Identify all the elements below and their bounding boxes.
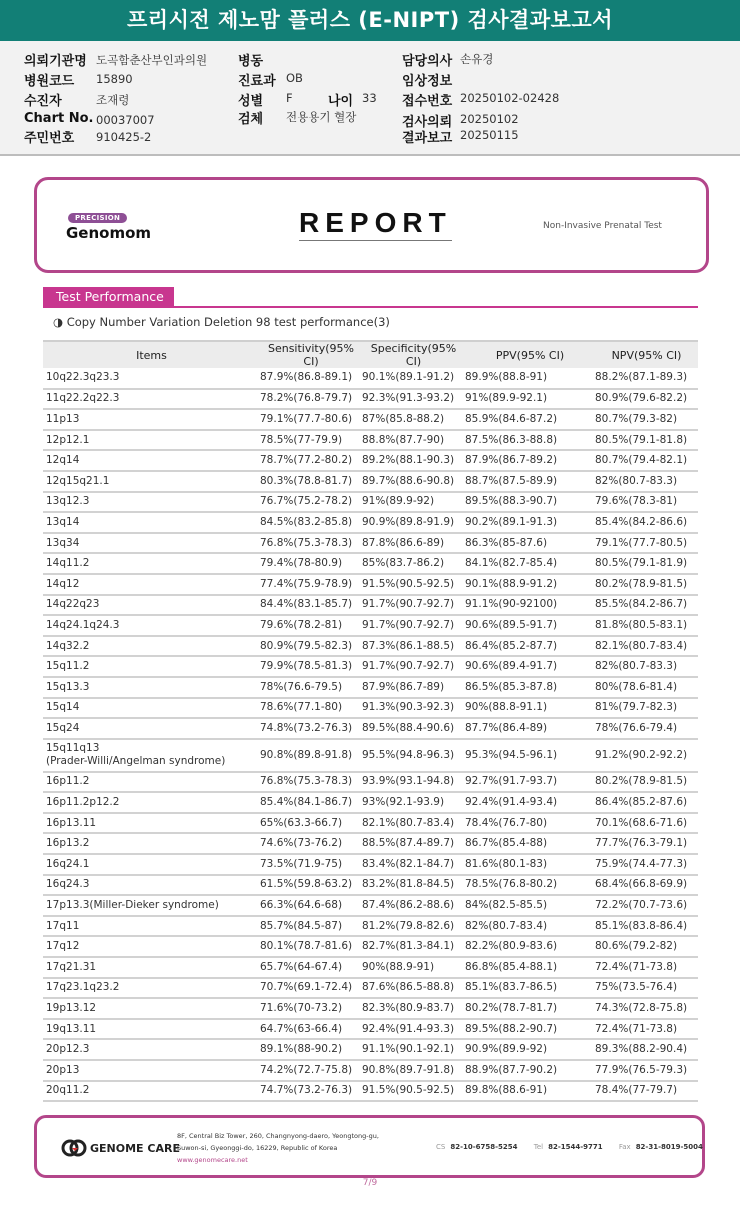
value-cell: 91%(89.9-92)	[362, 492, 465, 513]
item-cell: 20q11.2	[43, 1081, 260, 1102]
cs-number: 82-10-6758-5254	[450, 1143, 518, 1151]
table-row	[43, 656, 698, 677]
item-cell: 12q15q21.1	[43, 471, 260, 492]
value-cell: 75.9%(74.4-77.3)	[595, 854, 698, 875]
value-cell: 80.2%(78.7-81.7)	[465, 998, 595, 1019]
value-cell: 78.6%(77.1-80)	[260, 698, 362, 719]
table-row	[43, 739, 698, 772]
item-cell: 11q22.2q22.3	[43, 389, 260, 410]
value-cell: 73.5%(71.9-75)	[260, 854, 362, 875]
table-row	[43, 916, 698, 937]
value-cell: 64.7%(63-66.4)	[260, 1019, 362, 1040]
item-cell: 12p12.1	[43, 430, 260, 451]
report-title: 프리시전 제노맘 플러스 (E-NIPT) 검사결과보고서	[0, 0, 740, 41]
value-cell: 90.1%(88.9-91.2)	[465, 574, 595, 595]
item-cell: 15q13.3	[43, 677, 260, 698]
value-cell: 87.6%(86.5-88.8)	[362, 978, 465, 999]
table-row	[43, 533, 698, 554]
value-cell: 91.2%(90.2-92.2)	[595, 739, 698, 772]
value-cell: 78.4%(77-79.7)	[595, 1081, 698, 1102]
table-row	[43, 1081, 698, 1102]
item-cell: 15q11.2	[43, 656, 260, 677]
value-cell: 90.1%(89.1-91.2)	[362, 368, 465, 389]
table-row	[43, 574, 698, 595]
value-cell: 91.3%(90.3-92.3)	[362, 698, 465, 719]
value-cell: 90.8%(89.7-91.8)	[362, 1060, 465, 1081]
value-cell: 93.9%(93.1-94.8)	[362, 772, 465, 793]
value-cell: 83.2%(81.8-84.5)	[362, 875, 465, 896]
value-cell: 89.3%(88.2-90.4)	[595, 1039, 698, 1060]
section-divider	[43, 306, 698, 308]
value-cell: 65.7%(64-67.4)	[260, 957, 362, 978]
value-cell: 74.6%(73-76.2)	[260, 833, 362, 854]
value-cell: 91%(89.9-92.1)	[465, 389, 595, 410]
address-line-1: 8F, Central Biz Tower, 260, Changnyong-daero, Yeongtong-gu,	[177, 1132, 379, 1140]
patient-value: 조재령	[96, 93, 130, 107]
item-cell: 16p13.11	[43, 813, 260, 834]
value-cell: 90.2%(89.1-91.3)	[465, 512, 595, 533]
value-cell: 89.8%(88.6-91)	[465, 1081, 595, 1102]
table-row	[43, 450, 698, 471]
age-value: 33	[362, 91, 377, 105]
value-cell: 90.6%(89.5-91.7)	[465, 615, 595, 636]
chart-label: Chart No.	[24, 111, 94, 126]
value-cell: 90.6%(89.4-91.7)	[465, 656, 595, 677]
report-subtitle: Non-Invasive Prenatal Test	[543, 221, 662, 231]
value-cell: 76.8%(75.3-78.3)	[260, 533, 362, 554]
value-cell: 90%(88.9-91)	[362, 957, 465, 978]
value-cell: 82.1%(80.7-83.4)	[595, 636, 698, 657]
institution-value: 도곡함춘산부인과의원	[96, 53, 208, 67]
doctor-label: 담당의사	[402, 54, 453, 69]
value-cell: 76.7%(75.2-78.2)	[260, 492, 362, 513]
item-cell: 13q14	[43, 512, 260, 533]
value-cell: 74.3%(72.8-75.8)	[595, 998, 698, 1019]
result-label: 결과보고	[402, 131, 453, 146]
table-row	[43, 875, 698, 896]
column-header: Items	[43, 341, 260, 368]
value-cell: 85.1%(83.8-86.4)	[595, 916, 698, 937]
value-cell: 88.2%(87.1-89.3)	[595, 368, 698, 389]
value-cell: 80.2%(78.9-81.5)	[595, 574, 698, 595]
table-row	[43, 471, 698, 492]
genome-care-name: GENOME CARE	[90, 1141, 180, 1155]
item-cell: 19p13.12	[43, 998, 260, 1019]
value-cell: 89.5%(88.4-90.6)	[362, 718, 465, 739]
tel-label: Tel	[533, 1143, 544, 1151]
value-cell: 75%(73.5-76.4)	[595, 978, 698, 999]
precision-badge: PRECISION	[68, 213, 127, 223]
value-cell: 78.7%(77.2-80.2)	[260, 450, 362, 471]
item-cell: 13q12.3	[43, 492, 260, 513]
tel-number: 82-1544-9771	[548, 1143, 603, 1151]
table-row	[43, 1019, 698, 1040]
value-cell: 86.3%(85-87.6)	[465, 533, 595, 554]
column-header: Specificity(95% CI)	[362, 341, 465, 368]
section-tab-test-performance: Test Performance	[43, 287, 174, 307]
value-cell: 72.4%(71-73.8)	[595, 1019, 698, 1040]
hospital-code-label: 병원코드	[24, 74, 75, 89]
fax-label: Fax	[618, 1143, 631, 1151]
value-cell: 80.6%(79.2-82)	[595, 936, 698, 957]
value-cell: 82.2%(80.9-83.6)	[465, 936, 595, 957]
table-row	[43, 978, 698, 999]
value-cell: 79.6%(78.2-81)	[260, 615, 362, 636]
table-row	[43, 1039, 698, 1060]
table-row	[43, 615, 698, 636]
table-row	[43, 430, 698, 451]
value-cell: 78.5%(77-79.9)	[260, 430, 362, 451]
value-cell: 74.2%(72.7-75.8)	[260, 1060, 362, 1081]
request-label: 검사의뢰	[402, 115, 453, 130]
value-cell: 80%(78.6-81.4)	[595, 677, 698, 698]
dept-value: OB	[286, 71, 303, 85]
item-cell: 17q21.31	[43, 957, 260, 978]
value-cell: 89.7%(88.6-90.8)	[362, 471, 465, 492]
item-cell: 17q23.1q23.2	[43, 978, 260, 999]
value-cell: 87.7%(86.4-89)	[465, 718, 595, 739]
specimen-value: 전용용기 혈장	[286, 110, 357, 124]
item-cell: 15q14	[43, 698, 260, 719]
value-cell: 83.4%(82.1-84.7)	[362, 854, 465, 875]
item-cell: 10q22.3q23.3	[43, 368, 260, 389]
value-cell: 91.1%(90-92100)	[465, 595, 595, 616]
value-cell: 78%(76.6-79.5)	[260, 677, 362, 698]
value-cell: 87.4%(86.2-88.6)	[362, 895, 465, 916]
value-cell: 87.5%(86.3-88.8)	[465, 430, 595, 451]
value-cell: 72.2%(70.7-73.6)	[595, 895, 698, 916]
value-cell: 84.5%(83.2-85.8)	[260, 512, 362, 533]
value-cell: 86.5%(85.3-87.8)	[465, 677, 595, 698]
table-row	[43, 792, 698, 813]
item-cell: 14q24.1q24.3	[43, 615, 260, 636]
table-row	[43, 389, 698, 410]
value-cell: 85.1%(83.7-86.5)	[465, 978, 595, 999]
value-cell: 90%(88.8-91.1)	[465, 698, 595, 719]
value-cell: 92.4%(91.4-93.3)	[362, 1019, 465, 1040]
fax-number: 82-31-8019-5004	[635, 1143, 703, 1151]
value-cell: 70.7%(69.1-72.4)	[260, 978, 362, 999]
value-cell: 77.4%(75.9-78.9)	[260, 574, 362, 595]
value-cell: 78.4%(76.7-80)	[465, 813, 595, 834]
value-cell: 70.1%(68.6-71.6)	[595, 813, 698, 834]
ward-label: 병동	[238, 54, 264, 69]
value-cell: 91.7%(90.7-92.7)	[362, 656, 465, 677]
value-cell: 90.9%(89.9-92)	[465, 1039, 595, 1060]
item-cell: 16p11.2p12.2	[43, 792, 260, 813]
value-cell: 77.9%(76.5-79.3)	[595, 1060, 698, 1081]
value-cell: 81%(79.7-82.3)	[595, 698, 698, 719]
report-heading: REPORT	[299, 207, 452, 241]
report-header-box	[34, 177, 709, 273]
id-value: 910425-2	[96, 130, 152, 144]
institution-label: 의뢰기관명	[24, 54, 87, 69]
value-cell: 61.5%(59.8-63.2)	[260, 875, 362, 896]
item-cell: 17q11	[43, 916, 260, 937]
table-row	[43, 957, 698, 978]
performance-table	[43, 340, 698, 1102]
chart-value: 00037007	[96, 113, 155, 127]
result-value: 20250115	[460, 128, 519, 142]
value-cell: 93%(92.1-93.9)	[362, 792, 465, 813]
table-row	[43, 368, 698, 389]
value-cell: 87.9%(86.7-89)	[362, 677, 465, 698]
doctor-value: 손유경	[460, 52, 494, 66]
value-cell: 78.2%(76.8-79.7)	[260, 389, 362, 410]
value-cell: 79.1%(77.7-80.5)	[595, 533, 698, 554]
genome-care-logo-icon	[61, 1139, 87, 1157]
value-cell: 86.4%(85.2-87.6)	[595, 792, 698, 813]
item-cell: 19q13.11	[43, 1019, 260, 1040]
value-cell: 72.4%(71-73.8)	[595, 957, 698, 978]
table-row	[43, 854, 698, 875]
value-cell: 84.4%(83.1-85.7)	[260, 595, 362, 616]
genome-care-logo	[61, 1139, 180, 1157]
item-cell: 15q11q13 (Prader-Willi/Angelman syndrome)	[43, 739, 260, 772]
table-row	[43, 553, 698, 574]
value-cell: 80.7%(79.4-82.1)	[595, 450, 698, 471]
value-cell: 82.1%(80.7-83.4)	[362, 813, 465, 834]
value-cell: 86.4%(85.2-87.7)	[465, 636, 595, 657]
value-cell: 76.8%(75.3-78.3)	[260, 772, 362, 793]
value-cell: 91.5%(90.5-92.5)	[362, 574, 465, 595]
value-cell: 82%(80.7-83.3)	[595, 656, 698, 677]
value-cell: 85.4%(84.2-86.6)	[595, 512, 698, 533]
receipt-value: 20250102-02428	[460, 91, 560, 105]
sex-value: F	[286, 91, 293, 105]
specimen-label: 검체	[238, 112, 264, 127]
item-cell: 16q24.3	[43, 875, 260, 896]
table-row	[43, 998, 698, 1019]
item-cell: 20p13	[43, 1060, 260, 1081]
item-cell: 14q32.2	[43, 636, 260, 657]
item-cell: 20p12.3	[43, 1039, 260, 1060]
value-cell: 82.3%(80.9-83.7)	[362, 998, 465, 1019]
item-cell: 15q24	[43, 718, 260, 739]
item-cell: 17p13.3(Miller-Dieker syndrome)	[43, 895, 260, 916]
id-label: 주민번호	[24, 131, 75, 146]
item-cell: 16p11.2	[43, 772, 260, 793]
dept-label: 진료과	[238, 74, 276, 89]
table-row	[43, 833, 698, 854]
value-cell: 92.3%(91.3-93.2)	[362, 389, 465, 410]
item-cell: 17q12	[43, 936, 260, 957]
item-cell: 16q24.1	[43, 854, 260, 875]
value-cell: 95.3%(94.5-96.1)	[465, 739, 595, 772]
column-header: PPV(95% CI)	[465, 341, 595, 368]
value-cell: 71.6%(70-73.2)	[260, 998, 362, 1019]
item-cell: 12q14	[43, 450, 260, 471]
sex-label: 성별	[238, 94, 264, 109]
clinical-label: 임상정보	[402, 74, 453, 89]
value-cell: 80.5%(79.1-81.9)	[595, 553, 698, 574]
value-cell: 77.7%(76.3-79.1)	[595, 833, 698, 854]
age-label: 나이	[328, 94, 354, 109]
value-cell: 92.7%(91.7-93.7)	[465, 772, 595, 793]
value-cell: 90.8%(89.8-91.8)	[260, 739, 362, 772]
patient-label: 수진자	[24, 94, 62, 109]
cs-label: CS	[436, 1143, 446, 1151]
table-row	[43, 492, 698, 513]
value-cell: 85.9%(84.6-87.2)	[465, 409, 595, 430]
value-cell: 86.8%(85.4-88.1)	[465, 957, 595, 978]
value-cell: 85.7%(84.5-87)	[260, 916, 362, 937]
item-cell: 16p13.2	[43, 833, 260, 854]
value-cell: 80.5%(79.1-81.8)	[595, 430, 698, 451]
value-cell: 82%(80.7-83.3)	[595, 471, 698, 492]
value-cell: 79.4%(78-80.9)	[260, 553, 362, 574]
table-row	[43, 1060, 698, 1081]
value-cell: 91.7%(90.7-92.7)	[362, 615, 465, 636]
value-cell: 80.9%(79.6-82.2)	[595, 389, 698, 410]
value-cell: 91.5%(90.5-92.5)	[362, 1081, 465, 1102]
table-row	[43, 813, 698, 834]
value-cell: 88.5%(87.4-89.7)	[362, 833, 465, 854]
value-cell: 89.2%(88.1-90.3)	[362, 450, 465, 471]
value-cell: 80.1%(78.7-81.6)	[260, 936, 362, 957]
table-row	[43, 718, 698, 739]
value-cell: 91.1%(90.1-92.1)	[362, 1039, 465, 1060]
request-value: 20250102	[460, 112, 519, 126]
value-cell: 82%(80.7-83.4)	[465, 916, 595, 937]
value-cell: 89.5%(88.3-90.7)	[465, 492, 595, 513]
value-cell: 87%(85.8-88.2)	[362, 409, 465, 430]
value-cell: 86.7%(85.4-88)	[465, 833, 595, 854]
receipt-label: 접수번호	[402, 94, 453, 109]
table-row	[43, 595, 698, 616]
section-subtitle: ◑ Copy Number Variation Deletion 98 test performance(3)	[53, 315, 390, 329]
value-cell: 89.9%(88.8-91)	[465, 368, 595, 389]
value-cell: 65%(63.3-66.7)	[260, 813, 362, 834]
value-cell: 80.3%(78.8-81.7)	[260, 471, 362, 492]
footer-box	[34, 1115, 705, 1178]
footer-address	[177, 1130, 379, 1166]
value-cell: 79.9%(78.5-81.3)	[260, 656, 362, 677]
table-row	[43, 512, 698, 533]
value-cell: 92.4%(91.4-93.4)	[465, 792, 595, 813]
value-cell: 78%(76.6-79.4)	[595, 718, 698, 739]
value-cell: 81.8%(80.5-83.1)	[595, 615, 698, 636]
value-cell: 91.7%(90.7-92.7)	[362, 595, 465, 616]
value-cell: 78.5%(76.8-80.2)	[465, 875, 595, 896]
value-cell: 87.3%(86.1-88.5)	[362, 636, 465, 657]
table-row	[43, 936, 698, 957]
value-cell: 66.3%(64.6-68)	[260, 895, 362, 916]
value-cell: 85.4%(84.1-86.7)	[260, 792, 362, 813]
table-row	[43, 698, 698, 719]
value-cell: 87.9%(86.7-89.2)	[465, 450, 595, 471]
value-cell: 88.7%(87.5-89.9)	[465, 471, 595, 492]
value-cell: 89.5%(88.2-90.7)	[465, 1019, 595, 1040]
item-cell: 13q34	[43, 533, 260, 554]
page-number: 7/9	[362, 1178, 378, 1188]
item-cell: 11p13	[43, 409, 260, 430]
value-cell: 82.7%(81.3-84.1)	[362, 936, 465, 957]
value-cell: 79.1%(77.7-80.6)	[260, 409, 362, 430]
table-row	[43, 772, 698, 793]
item-cell: 14q11.2	[43, 553, 260, 574]
value-cell: 80.9%(79.5-82.3)	[260, 636, 362, 657]
value-cell: 81.2%(79.8-82.6)	[362, 916, 465, 937]
value-cell: 87.8%(86.6-89)	[362, 533, 465, 554]
address-line-2: Suwon-si, Gyeonggi-do, 16229, Republic of Korea	[177, 1144, 338, 1152]
value-cell: 85.5%(84.2-86.7)	[595, 595, 698, 616]
table-row	[43, 895, 698, 916]
value-cell: 89.1%(88-90.2)	[260, 1039, 362, 1060]
value-cell: 87.9%(86.8-89.1)	[260, 368, 362, 389]
item-cell: 14q12	[43, 574, 260, 595]
footer-contacts	[436, 1143, 717, 1151]
value-cell: 74.7%(73.2-76.3)	[260, 1081, 362, 1102]
website-link[interactable]: www.genomecare.net	[177, 1156, 248, 1164]
hospital-code-value: 15890	[96, 72, 133, 86]
value-cell: 80.2%(78.9-81.5)	[595, 772, 698, 793]
value-cell: 90.9%(89.8-91.9)	[362, 512, 465, 533]
value-cell: 68.4%(66.8-69.9)	[595, 875, 698, 896]
value-cell: 74.8%(73.2-76.3)	[260, 718, 362, 739]
table-row	[43, 409, 698, 430]
value-cell: 80.7%(79.3-82)	[595, 409, 698, 430]
value-cell: 79.6%(78.3-81)	[595, 492, 698, 513]
value-cell: 85%(83.7-86.2)	[362, 553, 465, 574]
value-cell: 81.6%(80.1-83)	[465, 854, 595, 875]
table-row	[43, 636, 698, 657]
value-cell: 88.9%(87.7-90.2)	[465, 1060, 595, 1081]
column-header: NPV(95% CI)	[595, 341, 698, 368]
value-cell: 84.1%(82.7-85.4)	[465, 553, 595, 574]
column-header: Sensitivity(95% CI)	[260, 341, 362, 368]
table-row	[43, 677, 698, 698]
value-cell: 84%(82.5-85.5)	[465, 895, 595, 916]
item-cell: 14q22q23	[43, 595, 260, 616]
genomom-logo: Genomom	[66, 224, 152, 242]
value-cell: 95.5%(94.8-96.3)	[362, 739, 465, 772]
value-cell: 88.8%(87.7-90)	[362, 430, 465, 451]
patient-info-panel	[0, 41, 740, 156]
